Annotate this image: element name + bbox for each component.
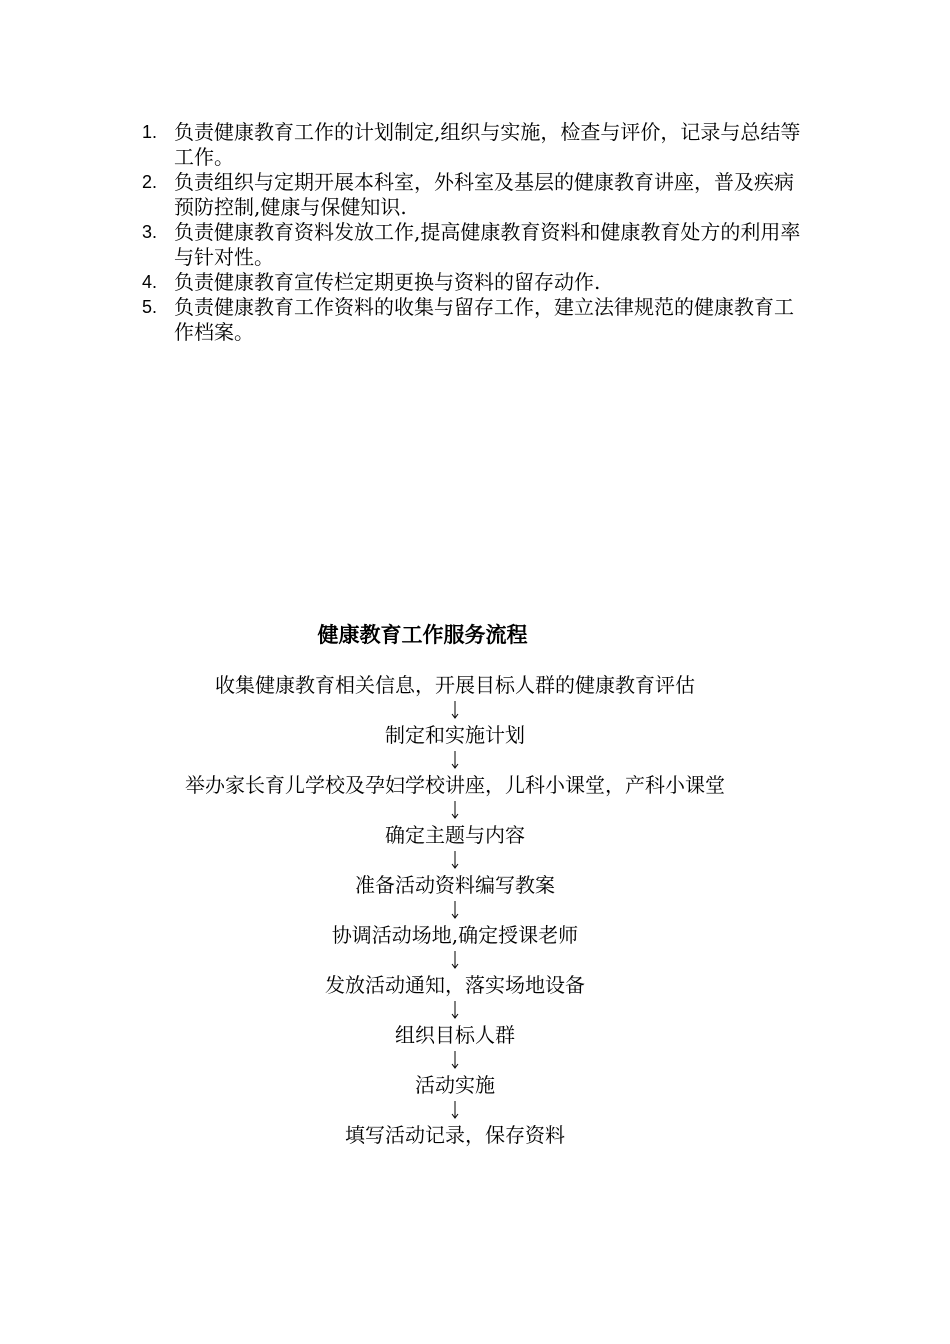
list-item — [142, 220, 810, 270]
flow-step: 协调活动场地,确定授课老师 — [331, 923, 579, 947]
flow-step: 活动实施 — [415, 1073, 495, 1097]
item-number: 4. — [142, 272, 158, 292]
duties-list — [142, 120, 810, 345]
flow-step: 收集健康教育相关信息，开展目标人群的健康教育评估 — [215, 673, 695, 697]
list-item — [142, 270, 810, 295]
down-arrow-icon — [450, 1100, 460, 1120]
down-arrow-icon — [450, 1000, 460, 1020]
flow-step: 举办家长育儿学校及孕妇学校讲座，儿科小课堂，产科小课堂 — [185, 773, 725, 797]
flow-step: 确定主题与内容 — [385, 823, 525, 847]
flowchart — [0, 670, 910, 1150]
item-number: 1. — [142, 122, 158, 142]
item-text: 负责健康教育资料发放工作,提高健康教育资料和健康教育处方的利用率与针对性。 — [174, 220, 801, 269]
list-item — [142, 120, 810, 170]
flow-title: 健康教育工作服务流程 — [317, 622, 528, 647]
item-text: 负责健康教育工作资料的收集与留存工作，建立法律规范的健康教育工作档案。 — [174, 295, 794, 344]
list-item — [142, 295, 810, 345]
item-text: 负责健康教育宣传栏定期更换与资料的留存动作. — [174, 270, 601, 294]
item-text: 负责组织与定期开展本科室，外科室及基层的健康教育讲座，普及疾病预防控制,健康与保健知识. — [174, 170, 794, 219]
down-arrow-icon — [450, 950, 460, 970]
list-item — [142, 170, 810, 220]
flow-step: 填写活动记录，保存资料 — [345, 1123, 565, 1147]
flow-step: 组织目标人群 — [395, 1023, 515, 1047]
down-arrow-icon — [450, 800, 460, 820]
down-arrow-icon — [450, 700, 460, 720]
down-arrow-icon — [450, 900, 460, 920]
down-arrow-icon — [450, 750, 460, 770]
item-number: 2. — [142, 172, 158, 192]
item-number: 5. — [142, 297, 158, 317]
flow-step: 发放活动通知，落实场地设备 — [325, 973, 585, 997]
item-text: 负责健康教育工作的计划制定,组织与实施，检查与评价，记录与总结等工作。 — [174, 120, 801, 169]
item-number: 3. — [142, 222, 158, 242]
flow-step: 准备活动资料编写教案 — [355, 873, 555, 897]
flow-step: 制定和实施计划 — [385, 723, 525, 747]
down-arrow-icon — [450, 1050, 460, 1070]
down-arrow-icon — [450, 850, 460, 870]
